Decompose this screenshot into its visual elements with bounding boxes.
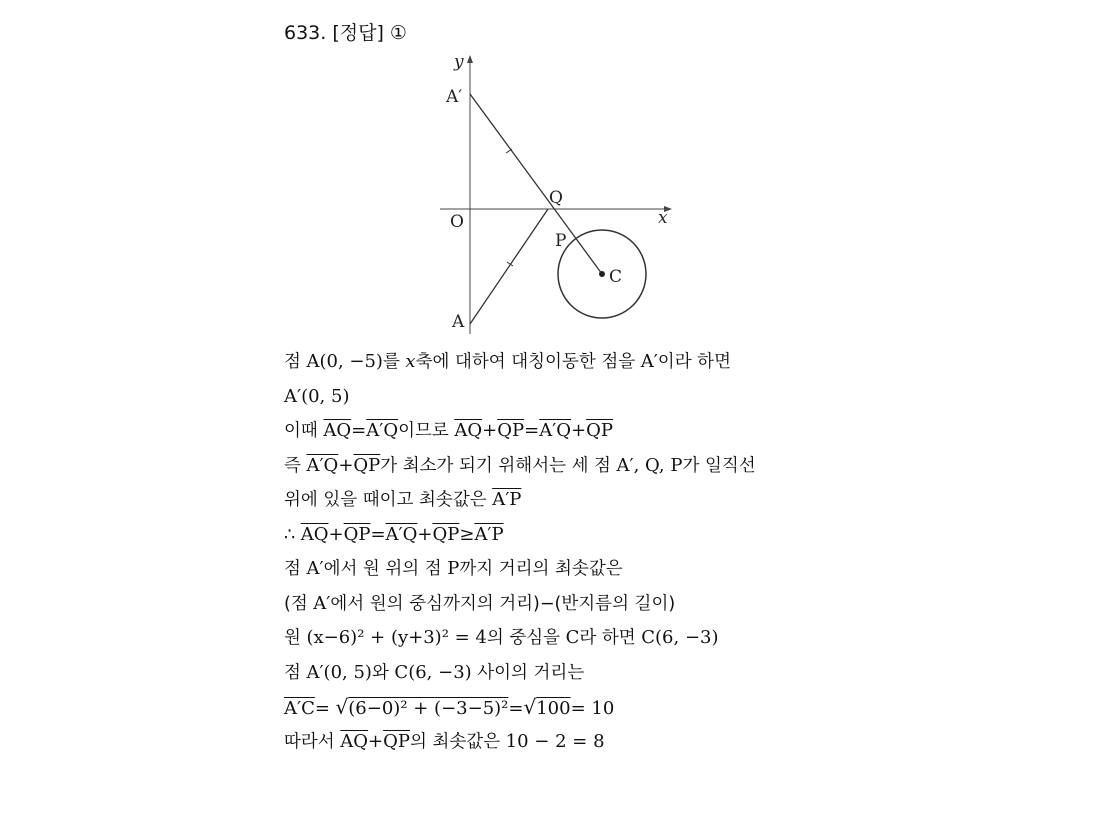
math-point-a-prime-coords: A′(0, 5) (284, 385, 350, 407)
math-point-c-coords: C(6, −3) (641, 627, 719, 648)
math-point-a-prime: A′ (640, 351, 658, 372)
sqrt-expression (523, 690, 570, 727)
label-c: C (609, 267, 623, 287)
solution-line-1 (284, 345, 1044, 380)
math-point-c: C (565, 627, 580, 648)
radicand: (6−0)² + (−3−5)² (348, 698, 509, 719)
segment-qp: $\overline{QP}$ (497, 420, 525, 441)
solution-line-11 (284, 690, 1044, 725)
text: 를 (382, 352, 406, 372)
solution-line-12 (284, 725, 1044, 760)
segment-qp: $\overline{QP}$ (343, 523, 371, 545)
text: 의 최솟값은 (410, 731, 506, 752)
segment-a-prime-q: A′Q (539, 420, 572, 441)
sqrt-icon: √ (523, 695, 537, 719)
label-q: Q (549, 188, 563, 208)
segment-a-prime-p: A′P (474, 523, 504, 545)
coordinate-diagram (430, 50, 680, 340)
text: 까지 거리의 최솟값은 (459, 559, 623, 579)
therefore-symbol: ∴ (284, 524, 301, 545)
label-x-axis: x (658, 208, 668, 228)
text: 가 일직선 (682, 455, 756, 476)
solution-line-10 (284, 656, 1044, 691)
text: 점 (284, 559, 307, 579)
segment-a-prime-q: A′Q (385, 523, 418, 545)
text: 에서 원 위의 점 (323, 559, 448, 579)
math-circle-equation: (x−6)² + (y+3)² = 4 (306, 627, 487, 648)
text: 가 최소가 되기 위해서는 세 점 (380, 455, 617, 476)
math-var-x: x (405, 351, 416, 372)
math-point-a-prime-coords: A′(0, 5) (306, 661, 372, 683)
math-points: A′, Q, P (616, 454, 683, 476)
text: 와 (371, 662, 395, 683)
segment-a-prime-q: A′Q (366, 420, 399, 441)
sqrt-icon: √ (335, 695, 349, 719)
text: 이때 (284, 421, 324, 441)
math-result: = 10 (570, 698, 615, 719)
math-operator: = (524, 420, 540, 441)
solution-line-8 (284, 587, 1044, 622)
text: 에서 원의 중심까지의 거리)−(반지름의 길이) (330, 593, 676, 614)
math-point-a: A(0, −5) (306, 351, 383, 372)
text: 원 (284, 628, 307, 648)
segment-qp: $\overline{QP}$ (353, 454, 381, 476)
math-operator: = (508, 698, 524, 719)
math-operator: + (338, 454, 354, 476)
segment-qp: $\overline{QP}$ (383, 730, 411, 752)
text: 축에 대하여 대칭이동한 점을 (415, 352, 641, 372)
segment-a-q (470, 209, 548, 324)
label-y-axis: y (454, 52, 464, 72)
text: 따라서 (284, 731, 341, 752)
label-origin: O (450, 212, 464, 232)
math-operator: + (482, 420, 498, 441)
label-a: A (452, 312, 465, 332)
segment-aq: $\overline{AQ}$ (454, 420, 483, 441)
text: 사이의 거리는 (471, 662, 585, 683)
math-operator: = (314, 698, 330, 719)
segment-a-prime-q: A′Q (306, 454, 339, 476)
math-final-result: 10 − 2 = 8 (505, 730, 605, 752)
math-point-a-prime: A′ (313, 592, 331, 614)
math-point-a-prime: A′ (306, 558, 324, 579)
text: 위에 있을 때이고 최솟값은 (284, 490, 493, 510)
solution-line-4 (284, 449, 1044, 484)
math-operator: = (370, 523, 386, 545)
segment-aq: $\overline{AQ}$ (340, 730, 369, 752)
segment-qp: $\overline{QP}$ (586, 420, 613, 441)
radicand: 100 (536, 698, 571, 719)
math-operator: + (328, 523, 344, 545)
label-p: P (555, 231, 567, 251)
solution-line-6 (284, 518, 1044, 553)
center-point-c (599, 271, 605, 277)
sqrt-expression (336, 690, 509, 727)
solution-body (284, 345, 1044, 759)
text: 점 (284, 352, 307, 372)
solution-line-7 (284, 552, 1044, 587)
math-point-c-coords: C(6, −3) (394, 661, 472, 683)
geometry-figure (430, 50, 680, 340)
math-operator: ≥ (459, 523, 475, 545)
segment-qp: $\overline{QP}$ (432, 523, 460, 545)
math-point-p: P (447, 558, 460, 579)
label-a-prime: A′ (446, 87, 463, 107)
math-operator: + (571, 420, 587, 441)
text: 즉 (284, 455, 307, 476)
text: 이므로 (398, 421, 455, 441)
problem-title: 633. [정답] ① (284, 22, 407, 44)
segment-a-prime-p: A′P (492, 489, 522, 510)
text: (점 (284, 593, 314, 614)
text: 라 하면 (579, 628, 642, 648)
text: 의 중심을 (486, 628, 566, 648)
segment-a-prime-c: A′C (284, 698, 315, 719)
segment-aq: $\overline{AQ}$ (300, 523, 329, 545)
y-axis-arrow (467, 55, 473, 63)
math-operator: + (368, 730, 384, 752)
solution-line-5 (284, 483, 1044, 518)
segment-aq: $\overline{AQ}$ (323, 420, 352, 441)
text: 이라 하면 (657, 352, 731, 372)
math-operator: = (351, 420, 367, 441)
solution-line-9 (284, 621, 1044, 656)
segment-a-prime-c (470, 94, 602, 274)
text: 점 (284, 662, 307, 683)
math-operator: + (417, 523, 433, 545)
solution-line-2 (284, 380, 1044, 415)
solution-line-3 (284, 414, 1044, 449)
